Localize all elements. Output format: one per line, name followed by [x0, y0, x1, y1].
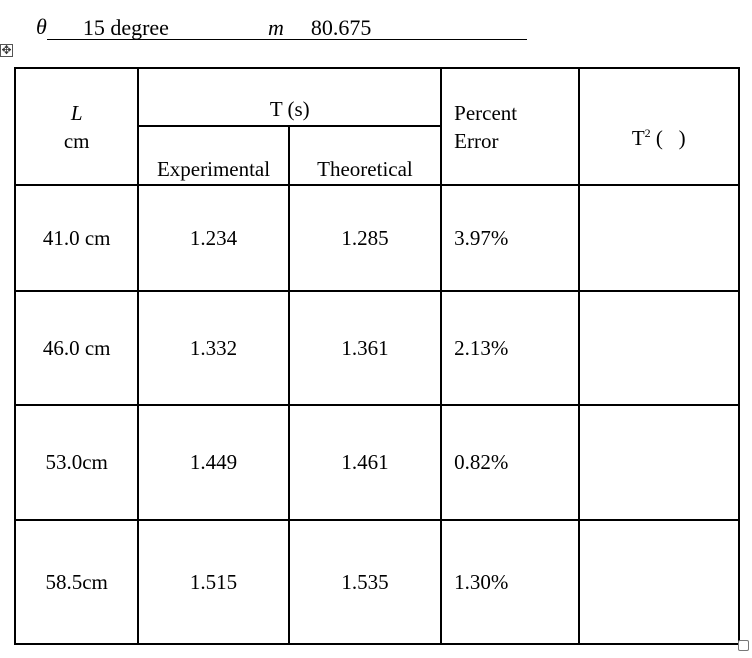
- t-squared-cell[interactable]: [579, 520, 739, 644]
- length-cell[interactable]: 58.5cm: [15, 520, 138, 644]
- length-header-unit: cm: [63, 128, 90, 153]
- period-group-header[interactable]: T (s): [138, 68, 441, 126]
- table-header-row-1: [15, 68, 739, 126]
- theoretical-cell[interactable]: 1.535: [289, 520, 441, 644]
- table-row: [15, 291, 739, 405]
- table-row: [15, 520, 739, 644]
- t-squared-cell[interactable]: [579, 405, 739, 520]
- theoretical-header[interactable]: Theoretical: [289, 126, 441, 185]
- table-move-handle-icon[interactable]: ✥: [1, 43, 12, 57]
- mass-symbol: m: [267, 15, 284, 40]
- theoretical-cell[interactable]: 1.461: [289, 405, 441, 520]
- experimental-cell[interactable]: 1.332: [138, 291, 288, 405]
- data-table: [14, 67, 740, 645]
- percent-error-header-line1: Percent: [454, 100, 518, 125]
- percent-error-cell[interactable]: 1.30%: [441, 520, 578, 644]
- percent-error-cell[interactable]: 2.13%: [441, 291, 578, 405]
- experimental-cell[interactable]: 1.234: [138, 185, 288, 291]
- theoretical-cell[interactable]: 1.361: [289, 291, 441, 405]
- theta-symbol: θ: [36, 14, 47, 39]
- table-resize-handle-icon[interactable]: [738, 640, 749, 651]
- t-squared-unit: ( ): [650, 126, 686, 150]
- length-header-label: L: [70, 100, 83, 125]
- t-squared-cell[interactable]: [579, 185, 739, 291]
- experimental-cell[interactable]: 1.515: [138, 520, 288, 644]
- experimental-cell[interactable]: 1.449: [138, 405, 288, 520]
- percent-error-header-line2: Error: [454, 128, 499, 153]
- mass-value-underline: [372, 17, 527, 40]
- length-cell[interactable]: 41.0 cm: [15, 185, 138, 291]
- length-cell[interactable]: 46.0 cm: [15, 291, 138, 405]
- theta-value-underline: [170, 17, 268, 40]
- theta-value[interactable]: 15 degree: [82, 15, 169, 40]
- theoretical-cell[interactable]: 1.285: [289, 185, 441, 291]
- percent-error-cell[interactable]: 0.82%: [441, 405, 578, 520]
- table-row: [15, 405, 739, 520]
- experimental-header[interactable]: Experimental: [138, 126, 288, 185]
- percent-error-header[interactable]: [441, 68, 578, 185]
- length-cell[interactable]: 53.0cm: [15, 405, 138, 520]
- t-squared-base: T: [631, 126, 645, 150]
- t-squared-exp: 2: [644, 126, 651, 140]
- t-squared-cell[interactable]: [579, 291, 739, 405]
- mass-blank: [284, 17, 310, 40]
- t-squared-header[interactable]: [579, 68, 739, 185]
- theta-blank: [47, 17, 82, 40]
- length-header[interactable]: [15, 68, 138, 185]
- percent-error-cell[interactable]: 3.97%: [441, 185, 578, 291]
- mass-value[interactable]: 80.675: [310, 15, 372, 40]
- header-line: [36, 12, 527, 40]
- table-row: [15, 185, 739, 291]
